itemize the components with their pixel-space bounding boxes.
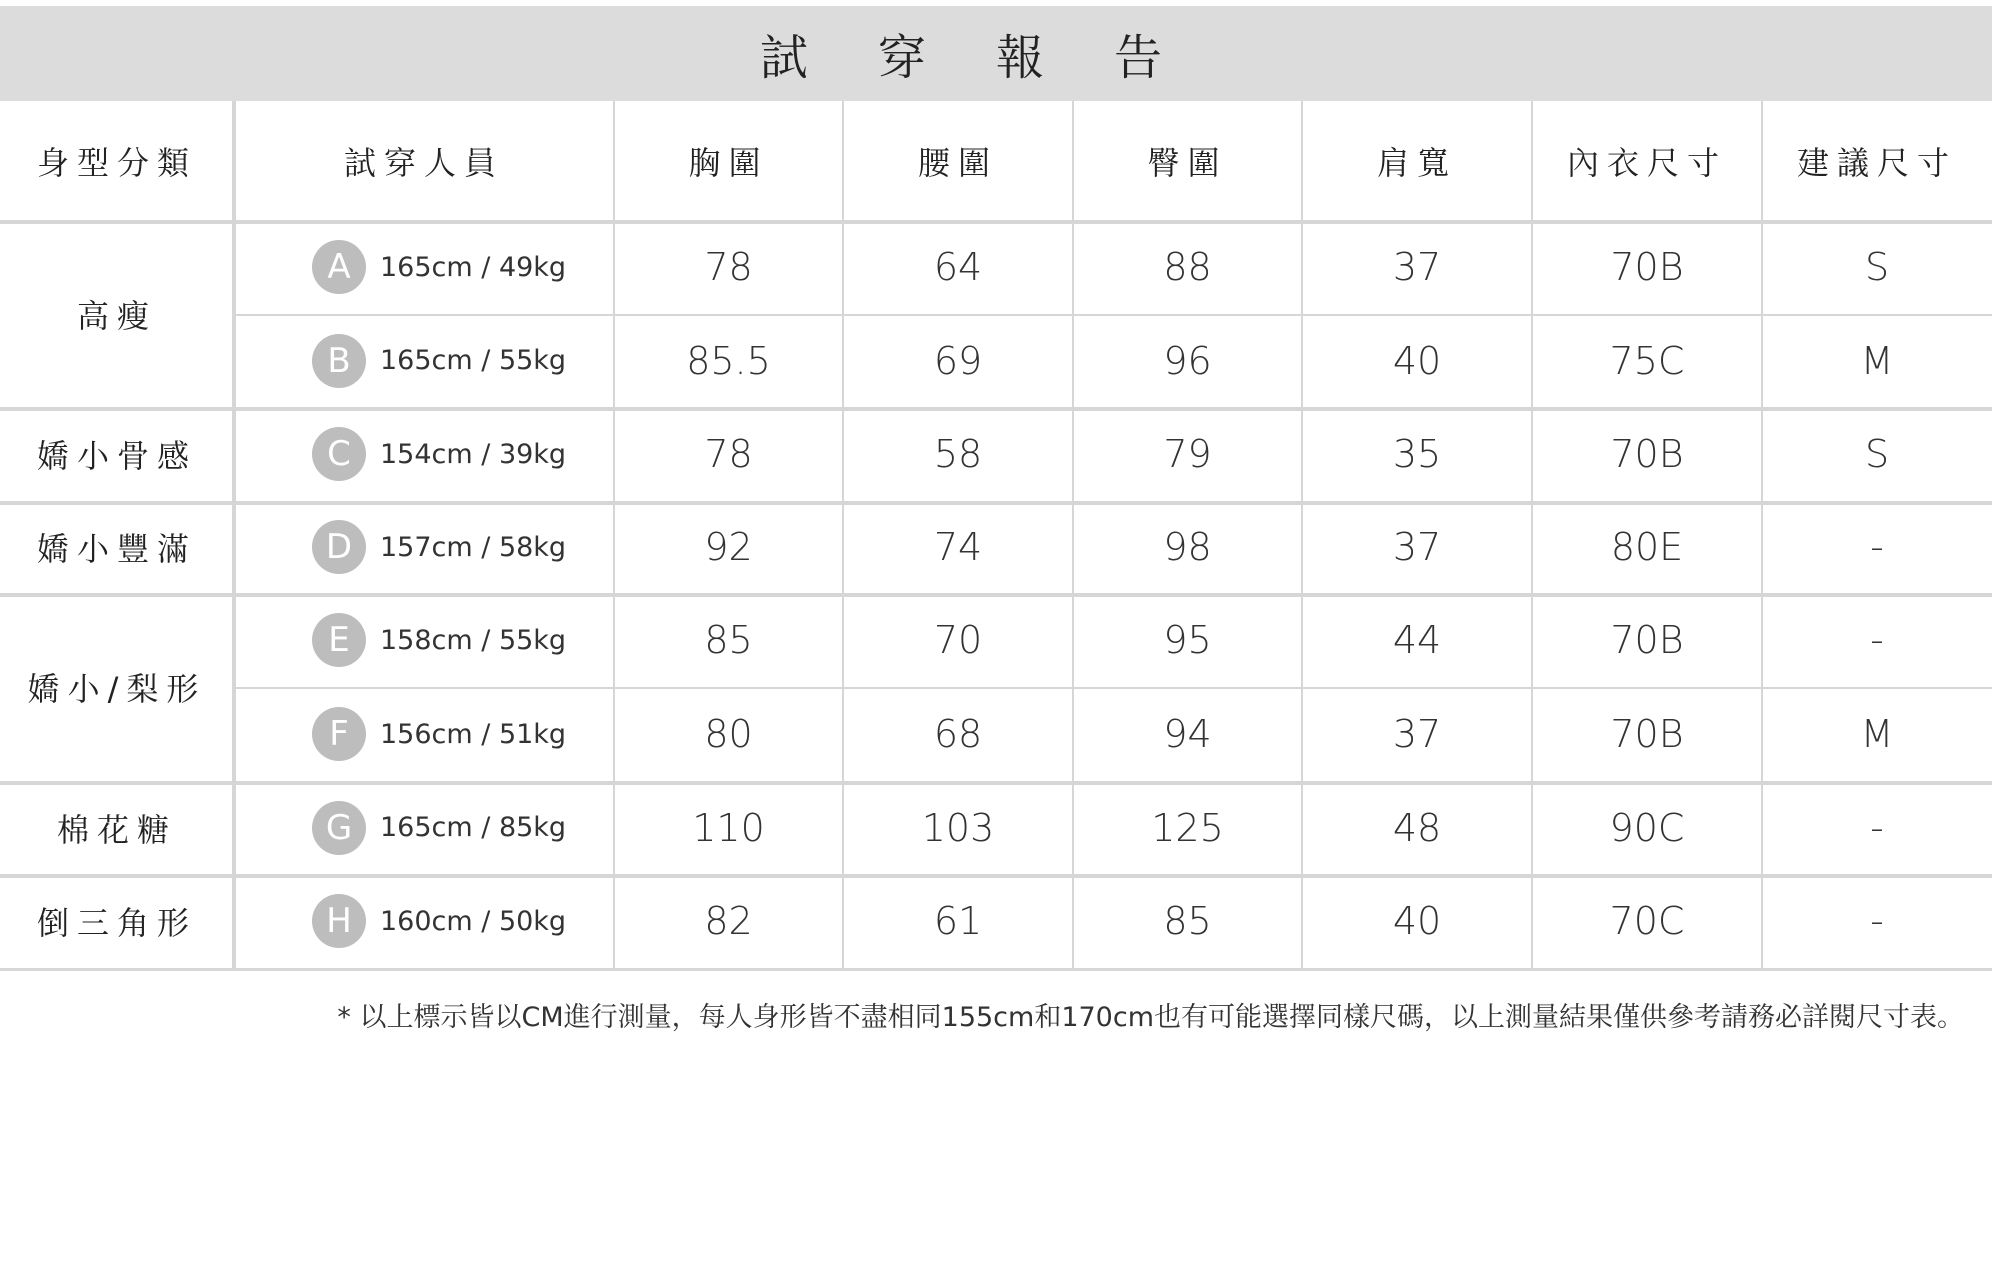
bra-size-cell: 70B [1610,245,1684,289]
table-bottom-border [0,968,1992,971]
bust-cell: 80 [704,712,753,756]
bra-size-cell: 70B [1610,712,1684,756]
bust-cell: 78 [704,432,753,476]
header-divider [0,220,1992,224]
bust-cell: 85.5 [686,338,771,383]
tester-badge: G [312,801,366,855]
shoulder-cell: 48 [1392,805,1442,850]
tester-height-weight: 157cm / 58kg [380,531,567,563]
hip-cell: 96 [1163,338,1212,383]
waist-cell: 70 [933,618,983,662]
shoulder-cell: 44 [1392,618,1442,662]
bra-size-cell: 80E [1610,525,1684,569]
column-divider [842,101,844,968]
hip-cell: 98 [1163,525,1212,569]
header-category: 身型分類 [36,143,197,182]
tester-cell [0,687,614,781]
column-divider [1301,101,1303,968]
column-divider [232,101,236,968]
row-divider [234,314,1992,316]
bust-cell: 110 [692,805,765,850]
shoulder-cell: 37 [1392,525,1442,569]
tester-cell [0,781,614,874]
row-divider [234,687,1992,689]
report-title: 試穿報告 [0,6,1992,101]
tester-cell [0,407,614,501]
category-cell: 嬌小豐滿 [36,530,197,568]
column-divider [1072,101,1074,968]
row-divider [0,501,1992,505]
bra-size-cell: 70C [1609,899,1685,943]
suggested-size-cell: S [1864,245,1890,289]
waist-cell: 64 [933,245,983,289]
shoulder-cell: 35 [1392,432,1442,476]
shoulder-cell: 40 [1392,338,1442,383]
tester-badge: H [312,894,366,948]
hip-cell: 95 [1163,618,1212,662]
column-divider [1531,101,1533,968]
tester-badge: C [312,427,366,481]
shoulder-cell: 37 [1392,712,1442,756]
header-bust: 胸圍 [688,143,769,182]
row-divider [0,874,1992,878]
tester-badge: F [312,707,366,761]
shoulder-cell: 40 [1392,899,1442,943]
tester-height-weight: 165cm / 85kg [380,812,567,843]
waist-cell: 58 [933,432,983,476]
tester-height-weight: 158cm / 55kg [380,624,567,656]
hip-cell: 85 [1163,899,1212,943]
header-hip: 臀圍 [1147,143,1228,182]
column-divider [1761,101,1763,968]
waist-cell: 69 [933,338,983,383]
suggested-size-cell: S [1864,432,1890,476]
bra-size-cell: 90C [1609,805,1685,850]
hip-cell: 94 [1163,712,1212,756]
suggested-size-cell: - [1870,899,1884,943]
category-cell: 高瘦 [76,296,157,335]
tester-cell [0,874,614,968]
tester-badge: E [312,613,366,667]
category-cell: 嬌小/梨形 [27,670,207,708]
header-shoulder: 肩寬 [1376,143,1457,182]
waist-cell: 103 [921,805,995,850]
tester-height-weight: 154cm / 39kg [380,438,567,470]
bra-size-cell: 70B [1610,432,1684,476]
tester-height-weight: 165cm / 49kg [380,251,567,283]
bra-size-cell: 70B [1610,618,1684,662]
tester-height-weight: 160cm / 50kg [380,905,567,937]
header-tester: 試穿人員 [343,143,504,182]
bra-size-cell: 75C [1609,338,1685,383]
tester-cell [0,501,614,593]
suggested-size-cell: M [1860,338,1894,383]
row-divider [0,593,1992,597]
header-bra-size: 內衣尺寸 [1566,143,1727,182]
header-waist: 腰圍 [917,143,998,182]
suggested-size-cell: M [1860,712,1894,756]
row-divider [0,407,1992,411]
waist-cell: 74 [933,525,983,569]
bust-cell: 82 [704,899,753,943]
tester-height-weight: 156cm / 51kg [380,718,567,750]
category-cell: 倒三角形 [36,904,197,942]
row-divider [0,781,1992,785]
tester-badge: B [312,334,366,388]
measurement-note: * 以上標示皆以CM進行測量，每人身形皆不盡相同155cm和170cm也有可能選擇同樣尺碼，以上測量結果僅供參考請務必詳閱尺寸表。 [337,1002,1964,1033]
bust-cell: 85 [704,618,753,662]
tester-badge: A [312,240,366,294]
tester-cell [0,314,614,407]
hip-cell: 88 [1163,245,1212,289]
tester-cell [0,220,614,314]
suggested-size-cell: - [1870,525,1884,569]
hip-cell: 125 [1151,805,1224,850]
tester-cell [0,593,614,687]
bust-cell: 78 [704,245,753,289]
waist-cell: 61 [933,899,983,943]
tester-badge: D [312,520,366,574]
header-suggested-size: 建議尺寸 [1796,143,1957,182]
category-cell: 嬌小骨感 [36,437,197,475]
column-divider [613,101,615,968]
waist-cell: 68 [933,712,983,756]
shoulder-cell: 37 [1392,245,1442,289]
tester-height-weight: 165cm / 55kg [380,345,567,376]
bust-cell: 92 [704,525,753,569]
suggested-size-cell: - [1870,618,1884,662]
category-cell: 棉花糖 [56,810,177,849]
suggested-size-cell: - [1870,805,1884,850]
hip-cell: 79 [1163,432,1212,476]
